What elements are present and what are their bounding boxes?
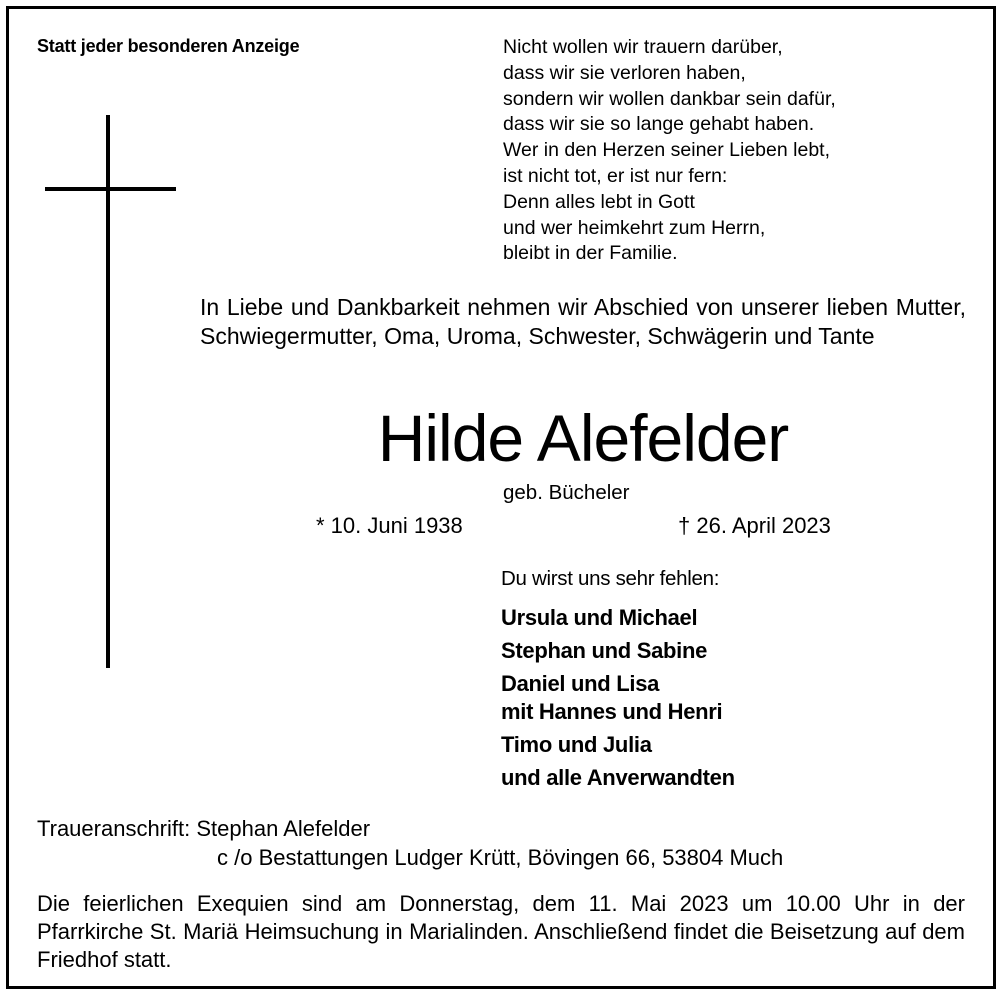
- mourner-line: Daniel und Lisa: [501, 671, 660, 696]
- mourner-line: Stephan und Sabine: [501, 638, 708, 663]
- exequies-notice: Die feierlichen Exequien sind am Donnerstag, dem 11. Mai 2023 um 10.00 Uhr in der Pfarrkirche St. Mariä Heimsuchung in Marialinden. Anschließend findet die Beisetzung auf dem Friedhof statt.: [37, 891, 965, 972]
- poem-line: Nicht wollen wir trauern darüber,: [503, 36, 783, 58]
- poem-line: ist nicht tot, er ist nur fern:: [503, 164, 728, 187]
- mourner-line: mit Hannes und Henri: [501, 699, 723, 724]
- cross-vertical-bar: [106, 115, 110, 668]
- poem-line: dass wir sie so lange gehabt haben.: [503, 113, 815, 136]
- mourners-list: [501, 604, 735, 792]
- cross-horizontal-bar: [45, 187, 176, 191]
- mourner-line: Timo und Julia: [501, 732, 652, 757]
- death-date: † 26. April 2023: [678, 513, 831, 538]
- poem-line: sondern wir wollen dankbar sein dafür,: [503, 87, 836, 110]
- farewell-intro: In Liebe und Dankbarkeit nehmen wir Abschied von unserer lieben Mutter, Schwiegermutter, Oma, Uroma, Schwester, Schwägerin und Tante: [200, 294, 966, 349]
- poem-line: dass wir sie verloren haben,: [503, 61, 746, 84]
- mourner-line: Ursula und Michael: [501, 605, 698, 630]
- memorial-poem: [503, 35, 836, 267]
- birth-date: * 10. Juni 1938: [316, 513, 463, 538]
- poem-line: und wer heimkehrt zum Herrn,: [503, 216, 766, 239]
- notice-heading: Statt jeder besonderen Anzeige: [37, 36, 300, 56]
- mourning-address-line: Traueranschrift: Stephan Alefelder: [37, 816, 371, 841]
- mourning-address-care-of: c /o Bestattungen Ludger Krütt, Bövingen 66, 53804 Much: [217, 845, 784, 870]
- mourner-line: und alle Anverwandten: [501, 765, 735, 790]
- poem-line: Wer in den Herzen seiner Lieben lebt,: [503, 139, 830, 162]
- poem-line: bleibt in der Familie.: [503, 242, 678, 265]
- maiden-name: geb. Bücheler: [503, 481, 630, 504]
- deceased-name: Hilde Alefelder: [377, 401, 789, 475]
- mourners-intro: Du wirst uns sehr fehlen:: [501, 567, 720, 590]
- poem-line: Denn alles lebt in Gott: [503, 190, 695, 213]
